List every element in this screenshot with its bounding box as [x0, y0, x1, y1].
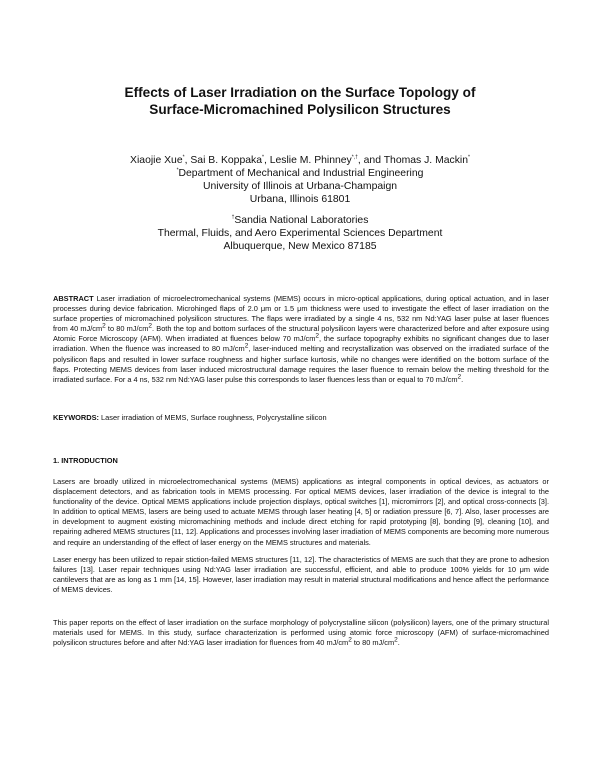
affiliation-mark: * — [262, 154, 264, 161]
superscript: 2 — [348, 636, 352, 644]
superscript: 2 — [102, 322, 106, 330]
affiliation-mark: * — [176, 167, 179, 174]
intro-paragraph-1: Lasers are broadly utilized in microelectromechanical systems (MEMS) applications as integral components in optical devices, as actuators or displacement detectors, and as fabrication tools in MEMS processing. For optical MEMS devices, laser irradiation of the device is integral to the functionality of the device. Optical MEMS applications include projection displays, optical switches [1], micromirrors [2], and optical cross-connects [3]. In addition to optical MEMS, lasers are being used to actuate MEMS through laser heating [4, 5] or radiation pressure [6, 7]. Also, laser processes are in development to augment existing micromachining methods and include direct etching for rapid prototyping [8], bonding [9], cleaning [10], and repairing adhered MEMS structures [11, 12]. Applications and processes involving laser irradiation of MEMS components are becoming more numerous and require an understanding of the effect of laser energy on the MEMS structures and materials. — [53, 477, 549, 547]
keywords-label: KEYWORDS: — [53, 413, 99, 422]
affiliation-sandia — [0, 214, 600, 253]
title-line-2: Surface-Micromachined Polysilicon Structures — [149, 102, 451, 117]
affiliation-illinois — [0, 167, 600, 206]
affiliation-department: Thermal, Fluids, and Aero Experimental Sciences Department — [157, 228, 443, 239]
affiliation-mark: *,† — [351, 154, 358, 161]
intro-paragraph-2: Laser energy has been utilized to repair stiction-failed MEMS structures [11, 12]. The characteristics of MEMS are such that they are prone to adhesion failures [13]. Laser repair techniques using Nd:YAG laser irradiation are successful, efficient, and able to produce 100% yields for 10 μm wide cantilevers that are as long as 1 mm [14, 15]. However, laser irradiation may result in material structural modifications and hence affect the performance of MEMS devices. — [53, 555, 549, 595]
title-line-1: Effects of Laser Irradiation on the Surface Topology of — [124, 85, 476, 100]
affiliation-city: Albuquerque, New Mexico 87185 — [223, 241, 377, 252]
affiliation-lab: Sandia National Laboratories — [234, 215, 369, 226]
abstract-text: , laser-induced melting and recrystallization was observed on the irradiated surface of the polysilicon flaps and resulted in lower surface roughness and higher surface kurtosis, while no changes were identified on the bottom surface of the flaps. Protecting MEMS devices from laser induced microstructural damage requires the laser fluence to remain below the melting threshold for the irradiated surface. For a 4 ns, 532 nm Nd:YAG laser pulse this corresponds to laser fluences less than or equal to 70 mJ/cm — [53, 344, 549, 384]
affiliation-city: Urbana, Illinois 61801 — [249, 194, 351, 205]
superscript: 2 — [148, 322, 153, 330]
superscript: 2 — [244, 343, 249, 350]
abstract-text: . — [461, 374, 464, 384]
affiliation-mark: † — [231, 214, 235, 221]
paper-title — [0, 84, 600, 118]
author-name: Xiaojie Xue — [130, 155, 183, 166]
affiliation-mark: * — [182, 154, 185, 161]
paragraph-text: to 80 mJ/cm — [351, 638, 395, 648]
keywords — [53, 413, 549, 423]
abstract-text: . Both the top and bottom surfaces of the structural polysilicon layers were characterized before and after exposure using Atomic Force Microscopy (AFM). When irradiated at fluences below 70 mJ/cm — [53, 324, 549, 344]
intro-paragraph-3 — [53, 618, 549, 648]
abstract-text: to 80 mJ/cm — [105, 324, 149, 334]
abstract — [53, 294, 549, 385]
affiliation-department: Department of Mechanical and Industrial Engineering — [178, 168, 424, 179]
affiliation-mark: * — [468, 154, 470, 161]
section-heading-introduction: 1. INTRODUCTION — [53, 456, 118, 465]
affiliation-university: University of Illinois at Urbana-Champaign — [202, 181, 398, 192]
abstract-label: ABSTRACT — [53, 294, 94, 303]
superscript: 2 — [457, 373, 462, 381]
author-name: Sai B. Koppaka — [190, 155, 262, 166]
abstract-text: , the surface topography exhibits no significant changes due to laser irradiation. When the fluence was increased to 80 mJ/cm — [53, 334, 549, 354]
abstract-text: Laser irradiation of microelectromechanical systems (MEMS) occurs in micro-optical applications, during optical actuation, and in laser processes during device fabrication. Microhinged flaps of 2.0 μm or 1.5 μm thickness were used to investigate the effect of laser irradiation on the surface properties of micromachined polysilicon structures. The flaps were irradiated by a single 4 ns, 532 nm Nd:YAG laser pulse at laser fluences from 40 mJ/cm — [53, 294, 549, 334]
author-name: Leslie M. Phinney — [269, 155, 352, 166]
superscript: 2 — [394, 636, 398, 644]
paragraph-text: This paper reports on the effect of laser irradiation on the surface morphology of polycrystalline silicon (polysilicon) layers, one of the primary structural materials used for MEMS. In this study, surface characterization is performed using atomic force microscopy (AFM) of surface-micromachined polysilicon structures before and after Nd:YAG laser irradiation for fluences from 40 mJ/cm — [53, 618, 549, 648]
superscript: 2 — [315, 332, 319, 340]
author-name: and Thomas J. Mackin — [363, 155, 468, 166]
keywords-text: Laser irradiation of MEMS, Surface roughness, Polycrystalline silicon — [99, 413, 327, 422]
author-list: Xiaojie Xue*, Sai B. Koppaka*, Leslie M. Phinney*,†, and Thomas J. Mackin* — [130, 154, 470, 166]
paragraph-text: . — [397, 638, 400, 648]
